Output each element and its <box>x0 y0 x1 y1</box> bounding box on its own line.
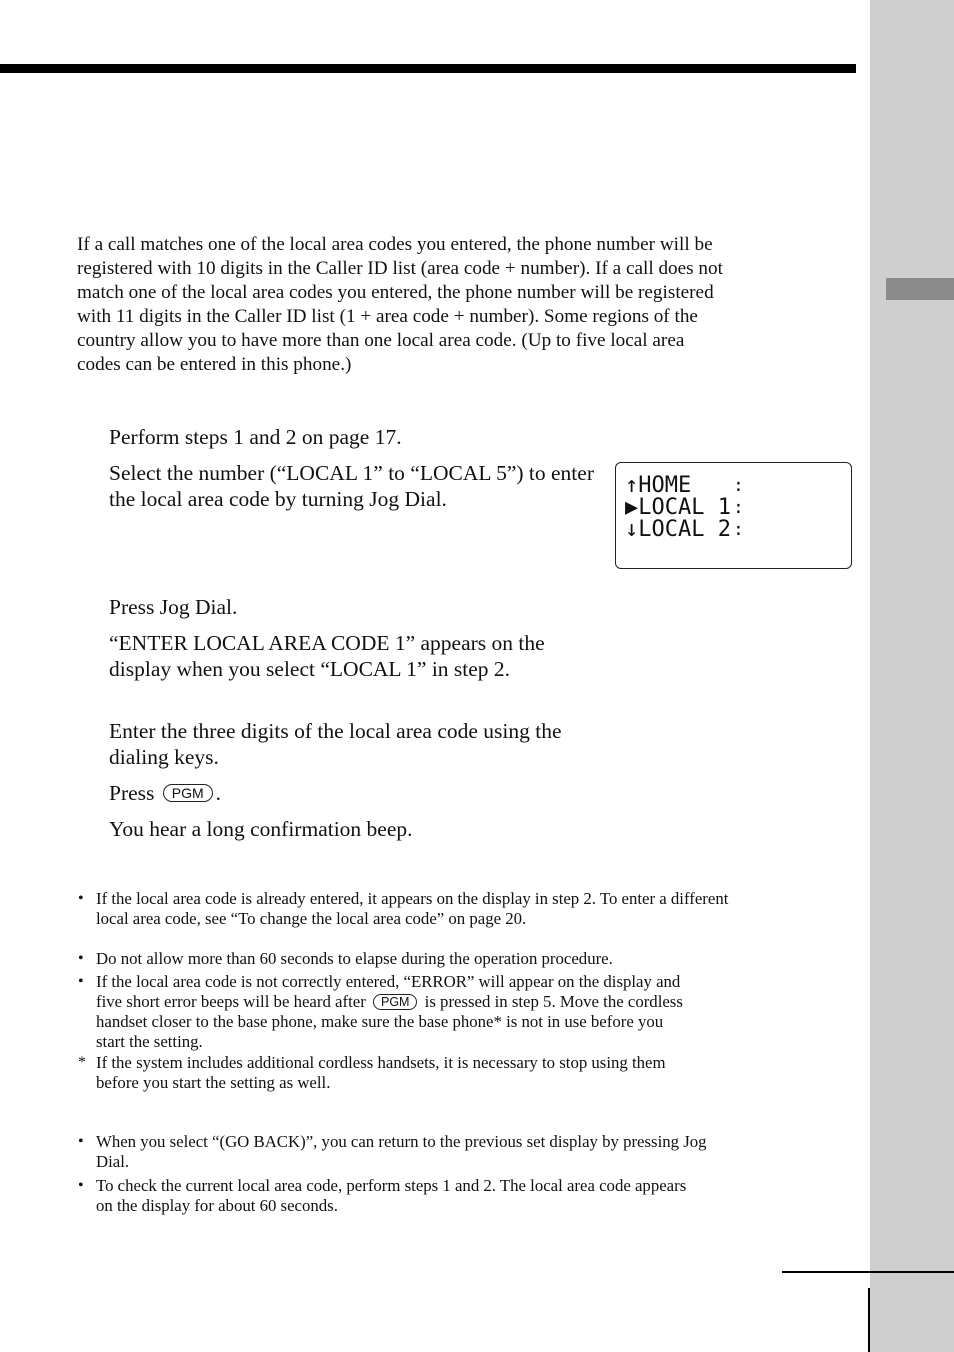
lcd-row-local-2: ↓LOCAL 2 <box>625 517 731 542</box>
pgm-key-icon: PGM <box>163 784 213 802</box>
header-rule <box>0 64 856 73</box>
step-3-note: “ENTER LOCAL AREA CODE 1” appears on the display when you select “LOCAL 1” in step 2. <box>109 631 545 681</box>
bullet: • <box>78 950 84 967</box>
footer-divider <box>868 1288 870 1352</box>
bullet: • <box>78 1177 84 1194</box>
note-1: If the local area code is already entered, it appears on the display in step 2. To enter a different local area code, see “To change the local area code” on page 20. <box>96 889 729 928</box>
note-2: Do not allow more than 60 seconds to elapse during the operation procedure. <box>96 949 613 968</box>
up-arrow-icon: ↑ <box>625 473 639 498</box>
tip-1: When you select “(GO BACK)”, you can return to the previous set display by pressing Jog Dial. <box>96 1132 707 1171</box>
lcd-display <box>615 462 852 569</box>
tip-2: To check the current local area code, perform steps 1 and 2. The local area code appears on the display for about 60 seconds. <box>96 1176 687 1215</box>
step-2: Select the number (“LOCAL 1” to “LOCAL 5”) to enter the local area code by turning Jog Dial. <box>109 461 594 511</box>
intro-paragraph: If a call matches one of the local area codes you entered, the phone number will be registered with 10 digits in the Caller ID list (area code + number). If a call does not match one of the local area codes you entered, the phone number will be registered with 11 digits in the Caller ID list (1 + area code + number). Some regions of the country allow you to have more than one local area code. (Up to five local area codes can be entered in this phone.) <box>77 234 723 375</box>
step-5-note: You hear a long confirmation beep. <box>109 817 413 841</box>
note-4: If the system includes additional cordless handsets, it is necessary to stop using them before you start the setting as well. <box>96 1053 666 1092</box>
footer-rule <box>782 1271 954 1273</box>
down-arrow-icon: ↓ <box>625 517 639 542</box>
side-margin-band <box>870 0 954 1352</box>
bullet: • <box>78 890 84 907</box>
lcd-row-local-1: ▶LOCAL 1 <box>625 495 731 520</box>
lcd-colon: : <box>733 497 744 518</box>
note-3: If the local area code is not correctly entered, “ERROR” will appear on the display and five short error beeps will be heard after PGM is pressed in step 5. Move the cordless handset closer to the base phone, make sure the base phone* is not in use before you start the setting. <box>96 972 683 1051</box>
lcd-colon: : <box>733 519 744 540</box>
step-1: Perform steps 1 and 2 on page 17. <box>109 425 402 449</box>
step-4: Enter the three digits of the local area code using the dialing keys. <box>109 719 562 769</box>
asterisk-mark: * <box>78 1054 86 1071</box>
cursor-arrow-icon: ▶ <box>625 495 639 520</box>
step-5: Press PGM . <box>109 781 222 805</box>
lcd-row-home: ↑HOME <box>625 473 692 498</box>
section-tab-marker <box>886 278 954 300</box>
bullet: • <box>78 1133 84 1150</box>
step-3: Press Jog Dial. <box>109 595 238 619</box>
pgm-key-icon: PGM <box>373 994 417 1010</box>
bullet: • <box>78 973 84 990</box>
lcd-colon: : <box>733 475 744 496</box>
